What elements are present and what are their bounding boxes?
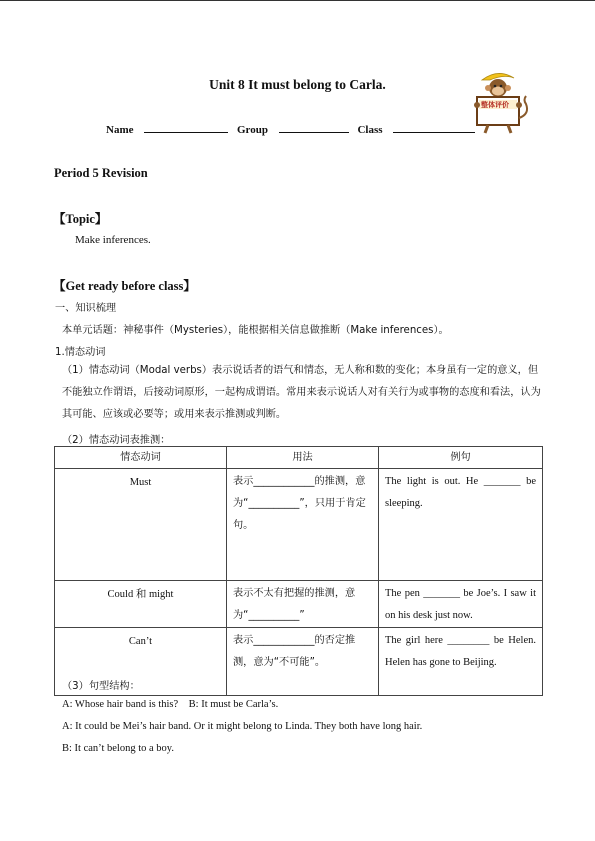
table-header: 情态动词 (55, 447, 227, 469)
unit-topic-line: 本单元话题：神秘事件（Mysteries），能根据相关信息做推断（Make inferences）。 (62, 325, 449, 336)
modal-cell: Could 和 might (55, 581, 227, 628)
section-one-heading: 一、知识梳理 (55, 303, 117, 314)
topic-heading: 【Topic】 (53, 212, 108, 226)
usage-cell: 表示____________的否定推测，意为“不可能”。 (227, 628, 379, 696)
table-header: 例句 (379, 447, 543, 469)
table-row (55, 581, 543, 628)
usage-cell: 表示不太有把握的推测，意为“__________” (227, 581, 379, 628)
modal-verbs-heading: 1.情态动词 (55, 347, 106, 358)
example-cell: The pen _______ be Joe’s. I saw it on his desk just now. (379, 581, 543, 628)
name-row (106, 122, 475, 136)
topic-text: Make inferences. (75, 234, 151, 246)
example-line: A: It could be Mei’s hair band. Or it might belong to Linda. They both have long hair. (62, 721, 423, 732)
table-header: 用法 (227, 447, 379, 469)
get-ready-heading: 【Get ready before class】 (53, 279, 196, 293)
example-cell: The light is out. He _______ be sleeping. (379, 469, 543, 581)
name-label: Name (106, 124, 134, 136)
badge-label: 整体评价 (481, 101, 509, 109)
modal-cell: Must (55, 469, 227, 581)
modal-verbs-table (54, 446, 543, 696)
structure-label: （3）句型结构： (62, 681, 140, 692)
modal-inference-label: （2）情态动词表推测： (62, 435, 171, 446)
class-field[interactable] (393, 122, 475, 133)
group-label: Group (237, 124, 268, 136)
name-field[interactable] (144, 122, 228, 133)
table-row (55, 469, 543, 581)
page-title: Unit 8 It must belong to Carla. (209, 77, 386, 92)
group-field[interactable] (279, 122, 349, 133)
table-header-row (55, 447, 543, 469)
period-heading: Period 5 Revision (54, 166, 148, 180)
usage-cell: 表示____________的推测，意为“__________”，只用于肯定句。 (227, 469, 379, 581)
top-rule (0, 0, 595, 1)
class-label: Class (357, 124, 383, 136)
example-cell: The girl here ________ be Helen. Helen has gone to Beijing. (379, 628, 543, 696)
example-line: A: Whose hair band is this? B: It must be Carla’s. (62, 699, 279, 710)
modal-cell: Can’t (55, 628, 227, 696)
example-line: B: It can’t belong to a boy. (62, 743, 174, 754)
modal-verbs-paragraph: （1）情态动词（Modal verbs）表示说话者的语气和情态，无人称和数的变化；本身虽有一定的意义，但不能独立作谓语，后接动词原形，一起构成谓语。常用来表示说话人对有关行为或事物的态度和看法，认为其可能、应该或必要等；或用来表示推测或判断。 (62, 365, 541, 420)
